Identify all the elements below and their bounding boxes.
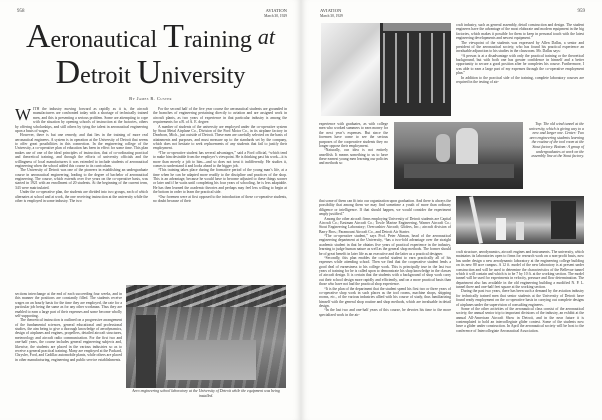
paragraph: Among the other aircraft firms employing University of Detroit students are Capital Aircraft Co.; Eastman Aircraft Co.; Towle Marine Engineering, Warner Aircraft Co.; Stout Engineering Laboratory; Overcashier Aircraft; Gliders, Inc.; aircraft division of Barry Bros.; Paramount Aircraft Co., and Detroit Air Starter.: [319, 216, 451, 234]
article-title-line-2: [0, 54, 301, 91]
running-header: [264, 9, 287, 18]
paragraph: “In the last two and one-half years of this course, he devotes his time to the more specialized work in the air-: [319, 308, 451, 317]
title-word: Aeronautical: [25, 18, 158, 55]
magazine-name: AVIATION: [265, 8, 287, 13]
paragraph: The University of Detroit was one of the pioneers in establishing an undergraduate course in aeronautical engineering, leading to the degree of bachelor of aeronautical engineering. The course, which extends over five years on the co-operative basis, was started in 1921 with an enrollment of 20 students. At the beginning of the current term, 343 were matriculated.: [15, 168, 148, 190]
paragraph: “A person is at a disadvantage with only the practical training or the theoretical background, but with both one has greater confidence in himself and a better opportunity to secure a good position after he completes his course. Furthermore, I was able to earn a large part of my expenses through the co-operative employment plan.”: [456, 53, 584, 76]
byline: By James R. Custer: [129, 96, 172, 101]
paragraph: “The co-operative student,” says Prof. Peter Altman, head of the aeronautical engineering department at the University, “has a two-fold advantage over the straight academic student in that he obtains five years of practical experience in the industry, learning to judge human nature as well as the general shop methods. The former should be of great benefit in later life as an executive and the latter as a practical designer.: [319, 234, 451, 256]
right-page: [301, 0, 602, 420]
issue-date: March 30, 1929: [264, 13, 287, 18]
paragraph: WITH the industry moving forward as rapidly as it is, the aircraft manufacturers are confronted today with a shortage of technically trained men, and this is presenting a serious problem. Some are attempting to cope with the situation by opening schools of instruction at the factories, others by offering scholarships, and still others by tying the talent in aeronautical engineering upon a basis of wages.: [15, 107, 148, 133]
paragraph: For the second half of the five year course the aeronautical students are grounded in the branches of engineering pertaining directly to aviation and are assigned work in aircraft plants, as two years of experience in that particular industry is among the requirements for a B. of A. E. degree.: [153, 107, 287, 125]
page-number: 958: [17, 9, 25, 14]
photos-caption: Top: The old wind tunnel at the university, which is giving way to a new and larger one. Center: Two aero engineering students learning the routine of the tool room at the Stout factory. Bottom: A group of undergraduates at work on the assembly line at the Stout factory.: [529, 122, 584, 159]
title-word: at: [257, 24, 276, 49]
paragraph: craft industry, such as general assembly, detail construction and design. The student engineers have the advantage of the most elaborate and modern equipment in the big factories, which makes it possible for them to keep in personal touch with the latest engineering developments and newest equipment.”: [456, 23, 584, 41]
photo-assembly-line: [456, 196, 584, 244]
paragraph: experience with graduates, as with college men who worked summers to earn money for the next year’s expenses. But since the foremen have come to see the serious purposes of the cooperative students they no longer oppose their employment.: [319, 122, 388, 148]
paragraph: “Our foremen were at first opposed to the introduction of these co-operative students, no doubt because of their: [153, 194, 287, 203]
paragraph: “The co-operative student has several advantages,” said a Ford official, “which tend to make him desirable from the employer’s viewpoint. He is thinking past his work—it is more than merely a job to him—and so does not treat it indifferently. He studies it, comes to understand it and looks ahead to the bigger job.: [153, 150, 287, 168]
column-2: [153, 107, 287, 283]
running-header: [320, 9, 343, 18]
paragraph: Some of the other activities of the aeronautical class consist of the aeronautical society, the annual senior trip to important divisions of the industry, an exhibit at the annual All-American Aircraft Show in Detroit, and in the near future it is contemplated to hold an intercollegiate glider contest. Some of the students now have a glider under construction. In April the aeronautical society will be host to the conference of Intercollegiate Aeronautical Association.: [456, 306, 584, 333]
issue-date: March 30, 1929: [320, 13, 343, 18]
drop-cap: W: [15, 107, 32, 124]
paragraph: A number of students of the university are employed under the co-operative system by Stout Metal Airplane Co., Division of the Ford Motor Co., in its airplane factory in Dearborn, Mich., just outside of Detroit. These men are carefully selected on the basis of attainments and purposes, and must measure up to the standards set by the company, which does not hesitate to seek replacements of any students that fail to justify their employment.: [153, 124, 287, 151]
article-title-line-1: [0, 18, 301, 55]
column-top-right: [456, 23, 584, 118]
paragraph: The viewpoint of the students was expressed by Allen Dallas, a senior and president of the aeronautical society, who has found his practical experience an invaluable adjunction to his studies in the classroom. Mr. Dallas says:: [456, 40, 584, 54]
paragraph: sections interchange at the end of each succeeding four weeks, and in this manner the positions are constantly filled. The students receive wages on an hourly basis for the time they are employed, the rate for a particular job being the same as for any other workman. Thus they are enabled to earn a large part of their expenses and some become wholly self-supporting.: [15, 292, 122, 318]
paragraph: In addition to the practical side of the training, complete laboratory courses are required in the testing of air-: [456, 75, 584, 84]
paragraph: “Naturally, our idea is not entirely unselfish. It means something to us to have these earnest young men learning our policies and methods so: [319, 148, 388, 166]
paragraph: “This training takes place during the formative period of the young man’s life, at a time when he can be adapted more readily to the discipline and practices of the shop. This is an advantage, because he would have to become adjusted to these things sooner or later and if he waits until completing his four years of schooling, he is less adaptable. He has then learned the academic theories and perhaps may feel less willing to begin at the bottom in order to learn the practical side.: [153, 168, 287, 195]
page-number: 959: [577, 9, 585, 14]
paragraph: that some of them can fit into our organization upon graduation. And there is always the possibility that among them we may find sometime a youth of more than ordinary diligence or intelligence. If that should happen, we would consider the experiment amply justified.”: [319, 199, 451, 217]
paragraph: “Secondly, this plan enables the careful student to earn practically all of his expenses while attending school. Then we find that the cooperative student lends a good deal of earnestness to his college work. This is principally true in the last two years of training for he is called upon to demonstrate his shop knowledge in the classes of aircraft design. It is certain that the students with a background of shop work carry out their school design more rapidly and efficiently, and on a more practical basis than those who have not had the practical shop experience.: [319, 255, 451, 287]
title-word: Detroit: [55, 54, 131, 91]
paragraph: During the past two years, there has been such a demand by the aviation industry for technically trained men that senior students at the University of Detroit have found ready employment on the co-operative basis in carrying out complete designs of airplanes under the supervision of consulting engineers.: [456, 289, 584, 307]
photo-tool-room: [394, 122, 523, 189]
column-bottom-right: [456, 250, 584, 400]
photo-caption: Aero engineering school laboratory at the University of Detroit while the equipment was being installed.: [132, 389, 280, 398]
paragraph: However, there is but one remedy, and that lies in the training of more real aeronautical engineers. A system is in operation at the University of Detroit that seems to offer great possibilities in this connection. In the engineering college of the University, a co-operative plan of education has been in effect for some time. This plan makes use of one of the ideal principles of instruction, that of co-ordinating practical and theoretical training, and through the efforts of university officials and the willingness of local manufacturers it was extended to include students of aeronautical engineering when the school added this course to its curriculum.: [15, 133, 148, 168]
paragraph: The theoretical instruction is outlined on a progressive arrangement of the fundamental sciences, general educational and professional studies, the aim being to give a thorough knowledge of aerodynamics, design of airplanes and engines, propellers, detailed aircraft structures, meteorology and aircraft radio communication. For the first two and one-half years, the course includes general engineering subjects and, likewise, the students are placed in the various industries so as to receive a general practical training. Many are employed at the Packard, Chrysler, Ford, and Cadillac automobile plants, while others are placed in other manufacturing, engineering and public service establishments.: [15, 318, 122, 362]
title-word: University: [136, 54, 246, 91]
column-left-wide: [319, 199, 451, 395]
paragraph: Under the co-operative plan, the students are divided into two groups, each of which alternates at school and at work, the one receiving instruction at the university while the other is employed in some industry. The two: [15, 190, 148, 203]
column-1-bottom: [15, 292, 122, 394]
photo-wind-tunnel: [321, 23, 451, 116]
paragraph: “It is the plan of the department that the student spend his first two or three years of co-operative shop work in such places as the tool rooms, machine shops, shipping rooms, etc., of the various industries allied with his course of study, thus familiarizing himself with the general shop routine and shop methods, which are invaluable in detail design.: [319, 286, 451, 308]
column-1-top: [15, 107, 148, 292]
column-left-narrow: [319, 122, 388, 199]
photo-laboratory: [126, 285, 286, 388]
paragraph: craft structure, aerodynamics, aircraft engines and instruments. The university, which maintains its laboratories open to firms for research work on a non-profit basis, now has under design a new aerodynamic laboratory at the engineering college building on its new 80 acre campus. A 12 ft. model of the new laboratory is at present under construction and will be used to determine the characteristics of the Bellevue tunnel which it will contain and which is to be 7 by 10 ft. at the working section. The model tunnel will be used for experiments in velocity, pressure and flow determination. The department also has available in the old engineering building a modified N. P. L. tunnel three and one-half feet square at the working section.: [456, 250, 584, 289]
title-word: Training: [163, 18, 252, 55]
magazine-name: AVIATION: [320, 8, 342, 13]
